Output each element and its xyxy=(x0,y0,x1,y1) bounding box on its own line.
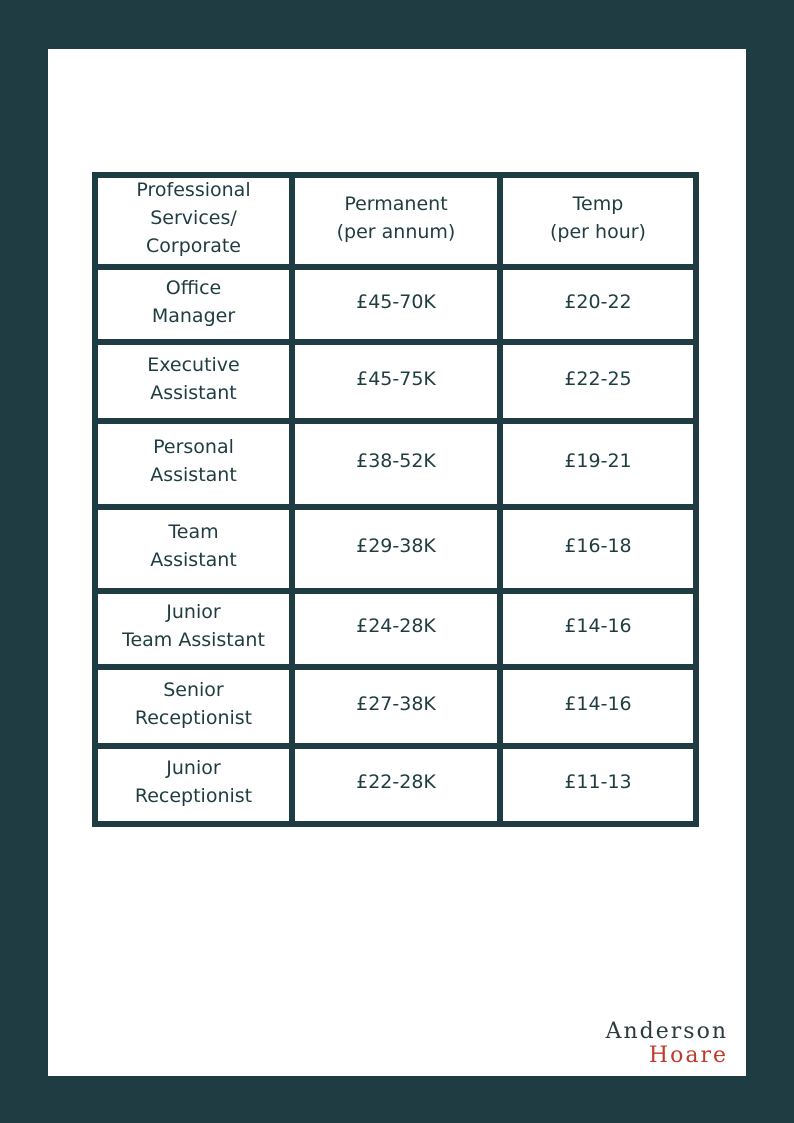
header-cell: Professional Services/ Corporate xyxy=(98,178,289,264)
role-cell: Junior Receptionist xyxy=(98,749,289,821)
temp-rate-cell: £16-18 xyxy=(503,510,693,588)
permanent-salary-cell: £38-52K xyxy=(295,424,497,504)
header-cell: Permanent (per annum) xyxy=(295,178,497,264)
logo-line-2: Hoare xyxy=(648,1043,728,1068)
temp-rate-cell: £11-13 xyxy=(503,749,693,821)
role-cell: Executive Assistant xyxy=(98,345,289,418)
salary-table xyxy=(92,172,699,827)
role-cell: Office Manager xyxy=(98,270,289,339)
logo-line-1: Anderson xyxy=(605,1019,728,1044)
role-cell: Senior Receptionist xyxy=(98,670,289,743)
permanent-salary-cell: £22-28K xyxy=(295,749,497,821)
anderson-hoare-logo xyxy=(606,1020,728,1068)
temp-rate-cell: £14-16 xyxy=(503,670,693,743)
temp-rate-cell: £19-21 xyxy=(503,424,693,504)
permanent-salary-cell: £27-38K xyxy=(295,670,497,743)
temp-rate-cell: £20-22 xyxy=(503,270,693,339)
temp-rate-cell: £22-25 xyxy=(503,345,693,418)
role-cell: Junior Team Assistant xyxy=(98,594,289,664)
permanent-salary-cell: £45-70K xyxy=(295,270,497,339)
role-cell: Personal Assistant xyxy=(98,424,289,504)
permanent-salary-cell: £29-38K xyxy=(295,510,497,588)
temp-rate-cell: £14-16 xyxy=(503,594,693,664)
permanent-salary-cell: £24-28K xyxy=(295,594,497,664)
header-cell: Temp (per hour) xyxy=(503,178,693,264)
role-cell: Team Assistant xyxy=(98,510,289,588)
permanent-salary-cell: £45-75K xyxy=(295,345,497,418)
